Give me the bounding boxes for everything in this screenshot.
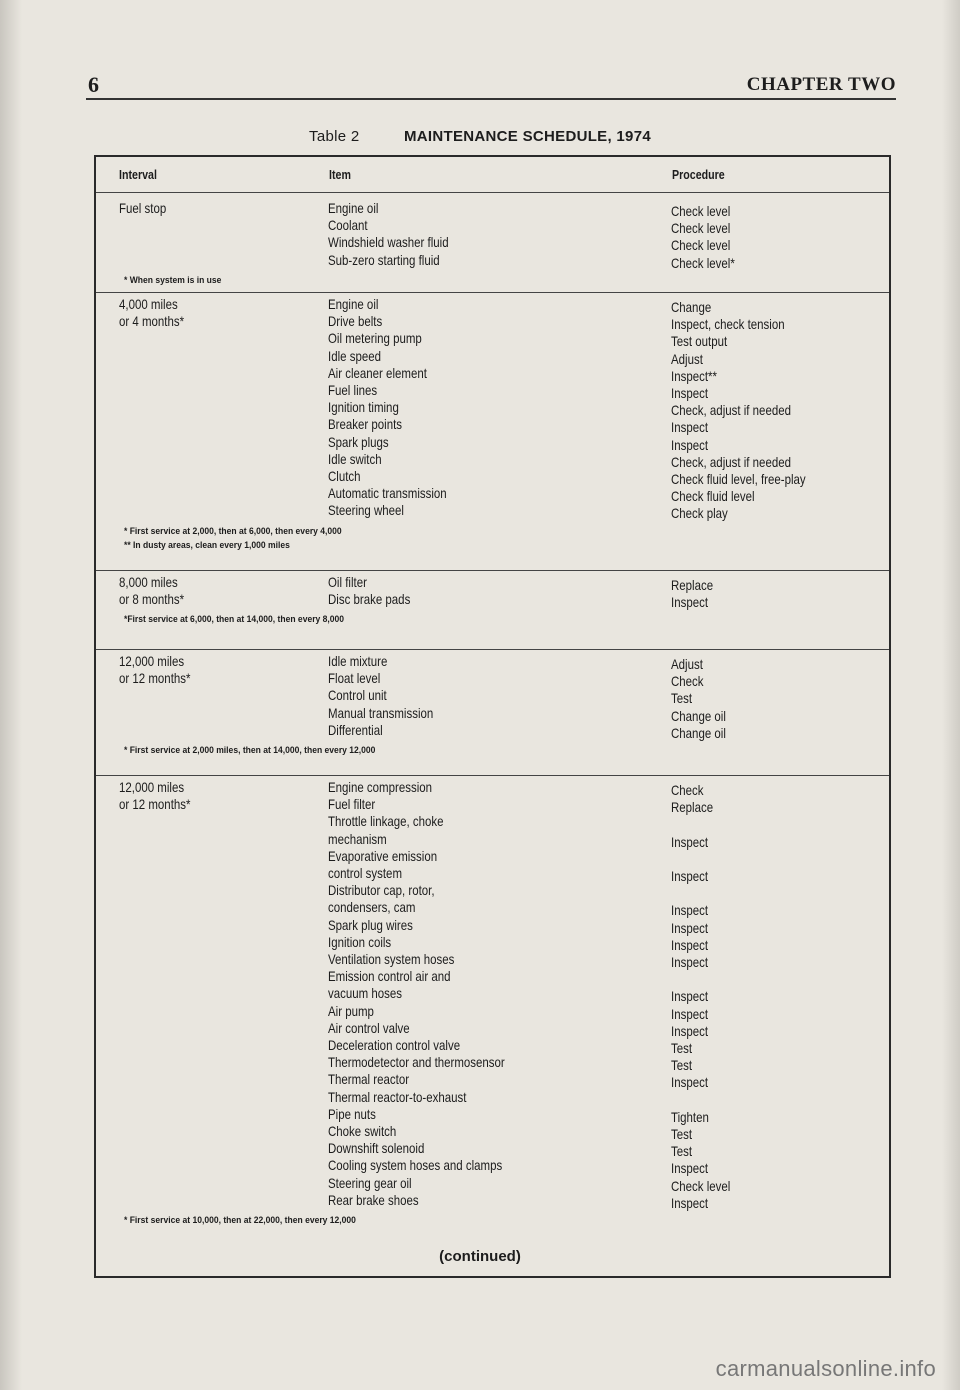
- interval-text: or 12 months*: [119, 796, 191, 813]
- page-edge-right: [942, 0, 960, 1390]
- item-text: Control unit: [328, 687, 387, 704]
- interval-text: Fuel stop: [119, 200, 167, 216]
- watermark: carmanualsonline.info: [715, 1356, 936, 1381]
- item-text: Thermal reactor-to-exhaust: [328, 1088, 467, 1105]
- item-text: Differential: [328, 721, 383, 738]
- item-text: Fuel filter: [328, 796, 376, 813]
- procedure-text: Replace: [671, 577, 714, 593]
- interval-text: 12,000 miles: [119, 653, 185, 669]
- item-text: Idle speed: [328, 347, 381, 364]
- procedure-text: Inspect: [671, 1005, 709, 1022]
- item-text: Engine oil: [328, 296, 379, 312]
- footnote: ** In dusty areas, clean every 1,000 miles: [124, 539, 290, 551]
- procedure-text: Check: [671, 782, 704, 798]
- section-divider: [96, 292, 889, 293]
- table-title: [0, 128, 960, 145]
- procedure-text: Inspect: [671, 833, 709, 850]
- procedure-text: Check level: [671, 1177, 731, 1194]
- item-text: Engine compression: [328, 779, 433, 795]
- item-text: Disc brake pads: [328, 591, 411, 608]
- procedure-text: Inspect: [671, 1022, 709, 1039]
- item-text: Windshield washer fluid: [328, 234, 449, 251]
- table-number: Table 2: [309, 128, 360, 145]
- procedure-text: Inspect: [671, 594, 709, 611]
- item-text: Distributor cap, rotor,: [328, 882, 435, 899]
- procedure-text: Test: [671, 1040, 693, 1056]
- footnote: * When system is in use: [124, 274, 222, 286]
- item-text: Ventilation system hoses: [328, 951, 455, 967]
- schedule-section: [96, 200, 889, 286]
- section-divider: [96, 649, 889, 650]
- item-text: Downshift solenoid: [328, 1140, 425, 1157]
- procedure-text: Test: [671, 1143, 693, 1160]
- item-text: Throttle linkage, choke: [328, 813, 444, 830]
- procedure-text: Check: [671, 673, 704, 690]
- chapter-title: CHAPTER TWO: [746, 74, 896, 95]
- item-text: Sub-zero starting fluid: [328, 251, 440, 268]
- footnote: * First service at 2,000 miles, then at 14,000, then every 12,000: [124, 745, 376, 756]
- item-text: Air cleaner element: [328, 364, 427, 381]
- procedure-text: Check, adjust if needed: [671, 453, 791, 470]
- page-edge-left: [0, 0, 22, 1390]
- footnote: * First service at 10,000, then at 22,000, then every 12,000: [124, 1215, 356, 1226]
- procedure-text: Inspect: [671, 385, 709, 401]
- procedure-text: Inspect: [671, 936, 709, 953]
- table-header: [96, 160, 889, 190]
- procedure-text: Inspect: [671, 868, 709, 884]
- schedule-section: [96, 574, 889, 626]
- procedure-text: Test: [671, 1126, 693, 1142]
- procedure-text: Replace: [671, 799, 714, 816]
- column-interval: Interval: [119, 167, 157, 182]
- page-number: 6: [88, 72, 99, 97]
- procedure-text: Adjust: [671, 656, 703, 672]
- footnote: * First service at 2,000, then at 6,000, then every 4,000: [124, 525, 342, 537]
- column-item: Item: [329, 167, 351, 182]
- procedure-text: Inspect: [671, 1194, 709, 1211]
- item-text: Air control valve: [328, 1019, 410, 1036]
- procedure-text: Check level: [671, 203, 731, 219]
- procedure-text: Inspect: [671, 988, 709, 1005]
- procedure-text: Inspect: [671, 954, 709, 970]
- procedure-text: Check level: [671, 237, 731, 254]
- schedule-section: [96, 296, 889, 551]
- schedule-section: [96, 779, 889, 1226]
- procedure-text: Inspect: [671, 436, 709, 453]
- item-text: Engine oil: [328, 200, 379, 216]
- item-text: Steering gear oil: [328, 1174, 412, 1191]
- item-text: Ignition timing: [328, 399, 399, 416]
- item-text: Automatic transmission: [328, 485, 447, 502]
- item-text: Evaporative emission: [328, 847, 438, 864]
- continued-label: (continued): [439, 1248, 521, 1265]
- item-text: Oil metering pump: [328, 330, 422, 347]
- page-header: [88, 72, 896, 100]
- item-text: Rear brake shoes: [328, 1191, 419, 1208]
- procedure-text: Test: [671, 1057, 693, 1074]
- procedure-text: Check, adjust if needed: [671, 402, 791, 419]
- procedure-text: Check fluid level, free-play: [671, 471, 806, 487]
- header-rule-line: [96, 192, 889, 193]
- procedure-text: Inspect: [671, 1160, 709, 1177]
- section-divider: [96, 775, 889, 776]
- procedure-text: Change: [671, 299, 712, 315]
- header-rule: [86, 98, 896, 100]
- interval-text: 4,000 miles: [119, 296, 178, 312]
- item-text: Steering wheel: [328, 502, 404, 519]
- item-text: Emission control air and: [328, 968, 451, 985]
- item-text: Ignition coils: [328, 933, 392, 950]
- item-text: Thermodetector and thermosensor: [328, 1054, 505, 1071]
- item-text: Clutch: [328, 468, 361, 484]
- procedure-text: Tighten: [671, 1108, 709, 1125]
- item-text: Cooling system hoses and clamps: [328, 1157, 503, 1174]
- item-text: Choke switch: [328, 1123, 397, 1139]
- interval-text: or 12 months*: [119, 670, 191, 687]
- item-text: control system: [328, 865, 403, 881]
- procedure-text: Check level: [671, 220, 731, 237]
- section-divider: [96, 570, 889, 571]
- procedure-text: Test output: [671, 333, 728, 350]
- item-text: condensers, cam: [328, 899, 416, 916]
- procedure-text: Inspect: [671, 902, 709, 919]
- item-text: vacuum hoses: [328, 985, 403, 1002]
- procedure-text: Inspect, check tension: [671, 316, 785, 333]
- procedure-text: Check play: [671, 505, 728, 522]
- item-text: Breaker points: [328, 416, 403, 433]
- procedure-text: Inspect**: [671, 367, 717, 384]
- item-text: mechanism: [328, 830, 387, 847]
- procedure-text: Adjust: [671, 350, 703, 367]
- table-name: MAINTENANCE SCHEDULE, 1974: [403, 128, 651, 145]
- procedure-text: Inspect: [671, 1074, 709, 1091]
- item-text: Manual transmission: [328, 704, 434, 721]
- footnote: *First service at 6,000, then at 14,000, then every 8,000: [124, 614, 345, 626]
- interval-text: 8,000 miles: [119, 574, 178, 590]
- item-text: Idle switch: [328, 450, 382, 467]
- interval-text: or 4 months*: [119, 313, 185, 330]
- item-text: Thermal reactor: [328, 1071, 410, 1088]
- interval-text: or 8 months*: [119, 591, 185, 608]
- procedure-text: Check fluid level: [671, 488, 755, 505]
- procedure-text: Change oil: [671, 724, 726, 741]
- procedure-text: Change oil: [671, 707, 726, 724]
- procedure-text: Check level*: [671, 254, 735, 271]
- item-text: Spark plug wires: [328, 916, 413, 933]
- item-text: Float level: [328, 670, 381, 687]
- item-text: Coolant: [328, 217, 368, 234]
- item-text: Pipe nuts: [328, 1105, 376, 1122]
- column-procedure: Procedure: [672, 167, 725, 182]
- procedure-text: Inspect: [671, 919, 709, 936]
- item-text: Deceleration control valve: [328, 1037, 461, 1053]
- procedure-text: Test: [671, 690, 693, 707]
- item-text: Oil filter: [328, 574, 367, 590]
- item-text: Idle mixture: [328, 653, 388, 669]
- item-text: Spark plugs: [328, 433, 389, 450]
- item-text: Drive belts: [328, 313, 383, 330]
- procedure-text: Inspect: [671, 419, 709, 436]
- item-text: Fuel lines: [328, 382, 378, 398]
- schedule-section: [96, 653, 889, 756]
- interval-text: 12,000 miles: [119, 779, 185, 795]
- item-text: Air pump: [328, 1002, 374, 1019]
